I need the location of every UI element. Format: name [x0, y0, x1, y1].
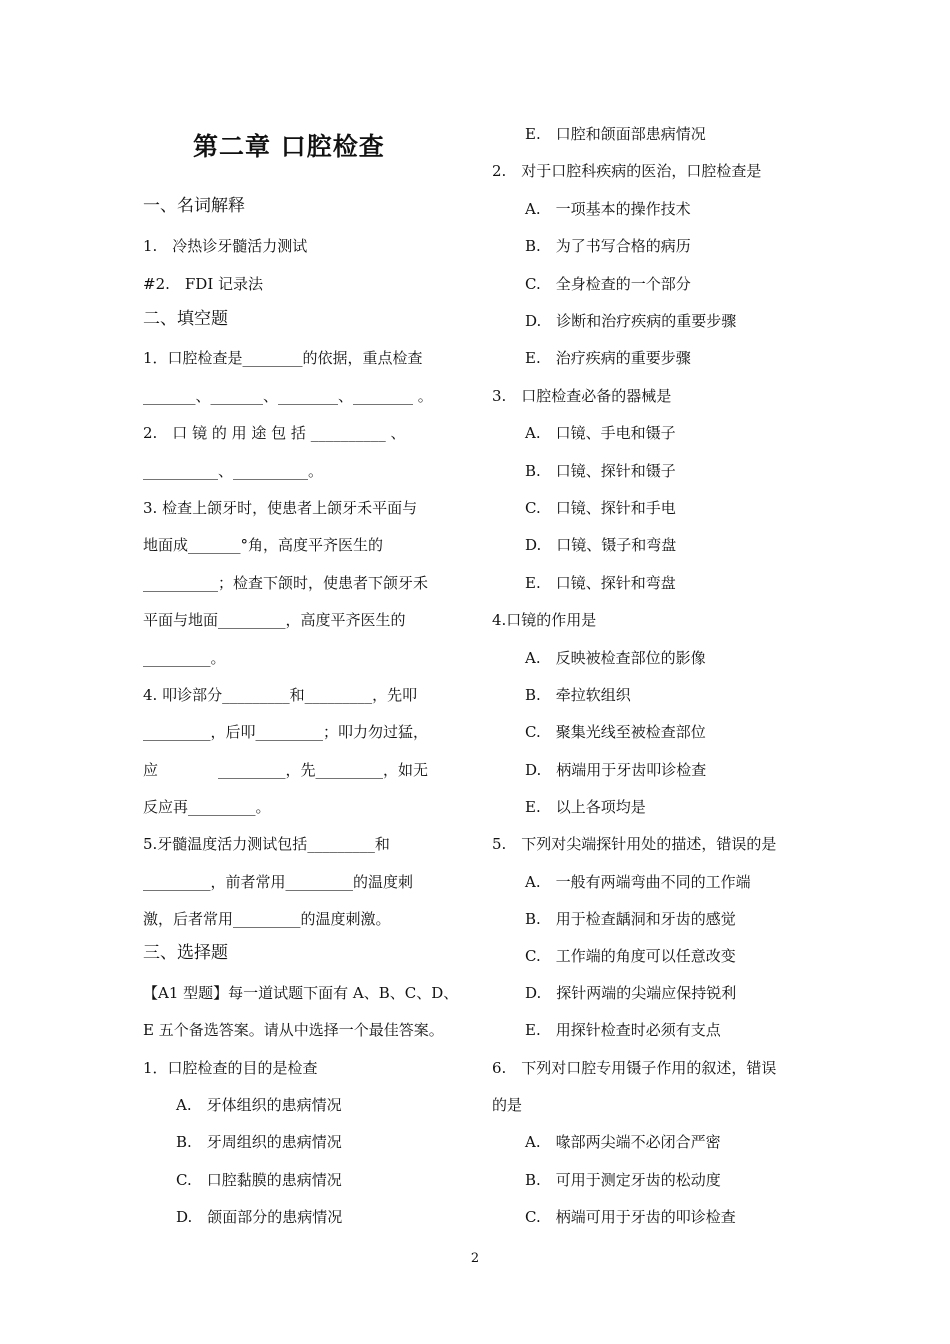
choice-question-5-option-d: D. 探针两端的尖端应保持锐利: [525, 984, 737, 1002]
choice-question-2-option-a: A. 一项基本的操作技术: [525, 200, 691, 218]
choice-question-6-option-c: C. 柄端可用于牙齿的叩诊检查: [525, 1208, 736, 1226]
choice-question-6-option-b: B. 可用于测定牙齿的松动度: [525, 1171, 721, 1189]
choice-question-3-option-b: B. 口镜、探针和镊子: [525, 462, 676, 480]
choice-question-5-option-c: C. 工作端的角度可以任意改变: [525, 947, 736, 965]
fill-question-4-line-1: 4. 叩诊部分_________和_________，先叩: [143, 686, 418, 704]
fill-question-3-line-3: __________；检查下颌时，使患者下颌牙禾: [143, 574, 429, 592]
fill-question-1-line-1: 1．口腔检查是________的依据，重点检查: [143, 349, 423, 367]
fill-question-3-line-2: 地面成_______°角，高度平齐医生的: [143, 536, 384, 554]
choice-question-2: 2. 对于口腔科疾病的医治，口腔检查是: [492, 162, 762, 180]
choice-question-1-option-a: A. 牙体组织的患病情况: [176, 1096, 342, 1114]
fill-question-5-line-2: _________，前者常用_________的温度刺: [143, 873, 414, 891]
choice-question-2-option-b: B. 为了书写合格的病历: [525, 237, 691, 255]
fill-question-3-line-5: _________。: [143, 649, 226, 667]
section-heading-fill-in: 二、填空题: [143, 309, 228, 329]
choice-question-3: 3. 口腔检查必备的器械是: [492, 387, 672, 405]
choice-question-5-option-e: E. 用探针检查时必须有支点: [525, 1021, 721, 1039]
choice-question-5: 5. 下列对尖端探针用处的描述，错误的是: [492, 835, 777, 853]
choice-question-3-option-e: E. 口镜、探针和弯盘: [525, 574, 676, 592]
a1-instructions-line-2: E 五个备选答案。请从中选择一个最佳答案。: [143, 1021, 444, 1039]
choice-question-1-option-d: D. 颌面部分的患病情况: [176, 1208, 343, 1226]
choice-question-4-option-c: C. 聚集光线至被检查部位: [525, 723, 706, 741]
choice-question-5-option-a: A. 一般有两端弯曲不同的工作端: [525, 873, 751, 891]
choice-question-6-line-2: 的是: [492, 1096, 523, 1114]
fill-question-2-line-2: __________、__________。: [143, 462, 324, 480]
definition-item-2: #2. FDI 记录法: [143, 275, 264, 293]
choice-question-4: 4.口镜的作用是: [492, 611, 597, 629]
fill-question-5-line-3: 激，后者常用_________的温度刺激。: [143, 910, 391, 928]
choice-question-3-option-d: D. 口镜、镊子和弯盘: [525, 536, 677, 554]
fill-question-4-line-4: 反应再_________。: [143, 798, 271, 816]
choice-question-2-option-d: D. 诊断和治疗疾病的重要步骤: [525, 312, 737, 330]
fill-question-5-line-1: 5.牙髓温度活力测试包括_________和: [143, 835, 390, 853]
choice-question-4-option-e: E. 以上各项均是: [525, 798, 646, 816]
choice-question-1-option-c: C. 口腔黏膜的患病情况: [176, 1171, 342, 1189]
fill-question-3-line-4: 平面与地面_________，高度平齐医生的: [143, 611, 406, 629]
fill-question-2-line-1: 2. 口 镜 的 用 途 包 括 __________ 、: [143, 424, 406, 442]
section-heading-definitions: 一、名词解释: [143, 196, 245, 216]
choice-question-5-option-b: B. 用于检查龋洞和牙齿的感觉: [525, 910, 736, 928]
a1-instructions-line-1: 【A1 型题】每一道试题下面有 A、B、C、D、: [143, 984, 459, 1002]
fill-question-4-line-3: 应 _________，先_________，如无: [143, 761, 429, 779]
choice-question-4-option-b: B. 牵拉软组织: [525, 686, 631, 704]
choice-question-6-option-a: A. 喙部两尖端不必闭合严密: [525, 1133, 721, 1151]
choice-question-3-option-c: C. 口镜、探针和手电: [525, 499, 676, 517]
section-heading-multiple-choice: 三、选择题: [143, 943, 228, 963]
choice-question-2-option-e: E. 治疗疾病的重要步骤: [525, 349, 691, 367]
fill-question-3-line-1: 3. 检查上颌牙时，使患者上颌牙禾平面与: [143, 499, 418, 517]
fill-question-1-line-2: _______、_______、________、________ 。: [143, 387, 433, 405]
choice-question-2-option-c: C. 全身检查的一个部分: [525, 275, 691, 293]
choice-question-1-option-e: E. 口腔和颌面部患病情况: [525, 125, 706, 143]
choice-question-6-line-1: 6. 下列对口腔专用镊子作用的叙述，错误: [492, 1059, 777, 1077]
choice-question-1-option-b: B. 牙周组织的患病情况: [176, 1133, 342, 1151]
choice-question-1: 1．口腔检查的目的是检查: [143, 1059, 318, 1077]
choice-question-4-option-d: D. 柄端用于牙齿叩诊检查: [525, 761, 707, 779]
page-number: 2: [470, 1251, 480, 1266]
choice-question-4-option-a: A. 反映被检查部位的影像: [525, 649, 706, 667]
definition-item-1: 1. 冷热诊牙髓活力测试: [143, 237, 308, 255]
chapter-title: 第二章 口腔检查: [193, 132, 385, 161]
choice-question-3-option-a: A. 口镜、手电和镊子: [525, 424, 676, 442]
fill-question-4-line-2: _________，后叩_________；叩力勿过猛，: [143, 723, 429, 741]
